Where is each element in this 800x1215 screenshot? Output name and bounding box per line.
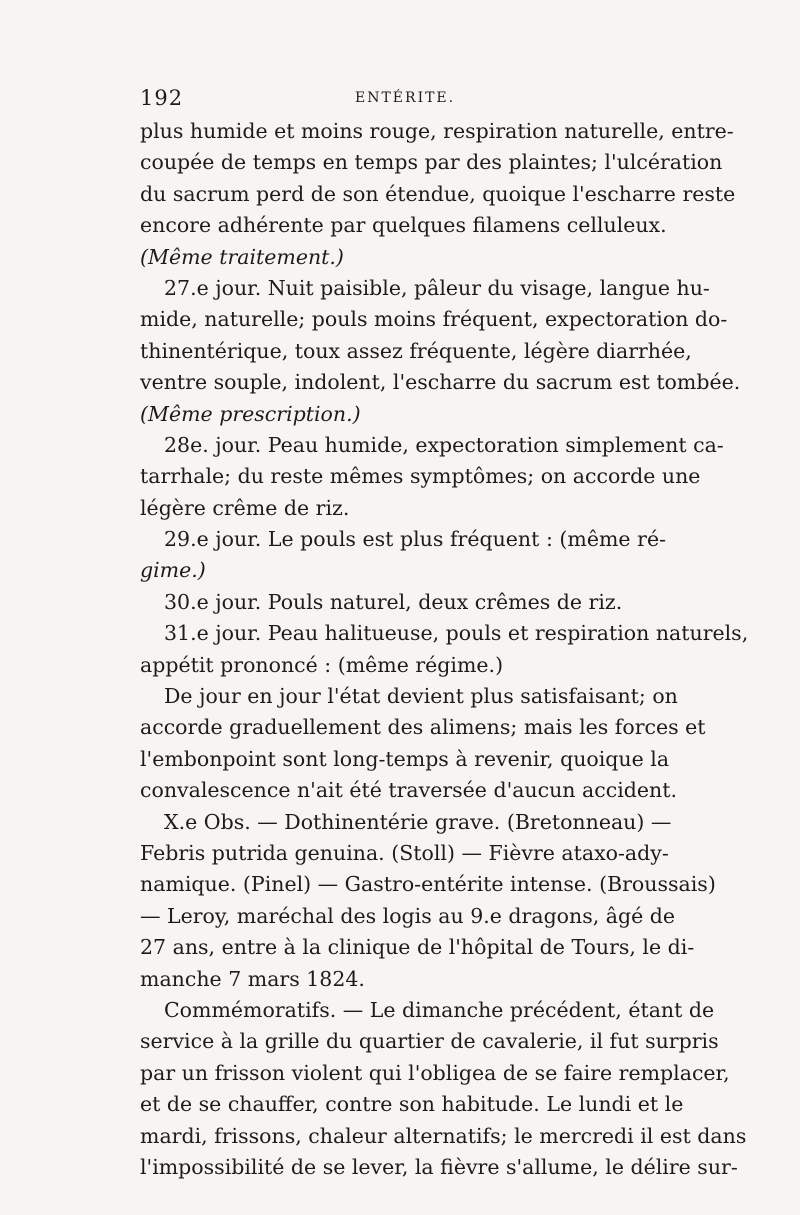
text-line: 27 ans, entre à la clinique de l'hôpital de Tours, le di- [140, 935, 695, 960]
text-line: De jour en jour l'état devient plus satisfaisant; on [164, 684, 678, 709]
text-line: ventre souple, indolent, l'escharre du sacrum est tombée. [140, 370, 741, 395]
running-head: ENTÉRITE. [355, 90, 456, 106]
text-line: 29.e jour. Le pouls est plus fréquent : (même ré- [164, 527, 666, 552]
page-header [140, 82, 666, 116]
text-line: service à la grille du quartier de cavalerie, il fut surpris [140, 1029, 719, 1054]
text-line: coupée de temps en temps par des plaintes; l'ulcération [140, 150, 723, 175]
text-line: 27.e jour. Nuit paisible, pâleur du visage, langue hu- [164, 275, 710, 300]
text-line: accorde graduellement des alimens; mais les forces et [140, 715, 706, 740]
text-line: l'embonpoint sont long-temps à revenir, quoique la [140, 746, 670, 771]
text-line: manche 7 mars 1824. [140, 966, 365, 991]
page-number: 192 [140, 86, 184, 110]
text-line: gime.) [140, 558, 206, 583]
text-line: mardi, frissons, chaleur alternatifs; le mercredi il est dans [140, 1123, 747, 1148]
text-line: — Leroy, maréchal des logis au 9.e dragons, âgé de [140, 903, 676, 928]
text-line: encore adhérente par quelques filamens celluleux. [140, 213, 667, 238]
body-text [140, 116, 749, 1183]
book-page [140, 82, 749, 1183]
text-line: du sacrum perd de son étendue, quoique l'escharre reste [140, 181, 736, 206]
text-line: l'impossibilité de se lever, la fièvre s'allume, le délire sur- [140, 1154, 738, 1179]
text-line: namique. (Pinel) — Gastro-entérite intense. (Broussais) [140, 872, 716, 897]
text-line: 28e. jour. Peau humide, expectoration simplement ca- [164, 432, 724, 457]
text-line: légère crême de riz. [140, 495, 350, 520]
text-line: tarrhale; du reste mêmes symptômes; on accorde une [140, 464, 701, 489]
text-line: et de se chauffer, contre son habitude. Le lundi et le [140, 1092, 684, 1117]
text-line: 30.e jour. Pouls naturel, deux crêmes de riz. [164, 589, 623, 614]
text-line: Febris putrida genuina. (Stoll) — Fièvre ataxo-ady- [140, 840, 669, 865]
text-line: 31.e jour. Peau halitueuse, pouls et respiration naturels, [164, 621, 749, 646]
text-line: par un frisson violent qui l'obligea de se faire remplacer, [140, 1060, 730, 1085]
text-line: (Même traitement.) [140, 244, 344, 269]
text-line: appétit prononcé : (même régime.) [140, 652, 504, 677]
text-line: convalescence n'ait été traversée d'aucun accident. [140, 778, 677, 803]
text-line: X.e Obs. — Dothinentérie grave. (Bretonneau) — [164, 809, 672, 834]
text-line: plus humide et moins rouge, respiration naturelle, entre- [140, 119, 734, 143]
text-line: Commémoratifs. — Le dimanche précédent, étant de [164, 997, 715, 1022]
text-line: thinentérique, toux assez fréquente, légère diarrhée, [140, 338, 692, 363]
text-line: (Même prescription.) [140, 401, 361, 426]
text-line: mide, naturelle; pouls moins fréquent, expectoration do- [140, 307, 728, 332]
